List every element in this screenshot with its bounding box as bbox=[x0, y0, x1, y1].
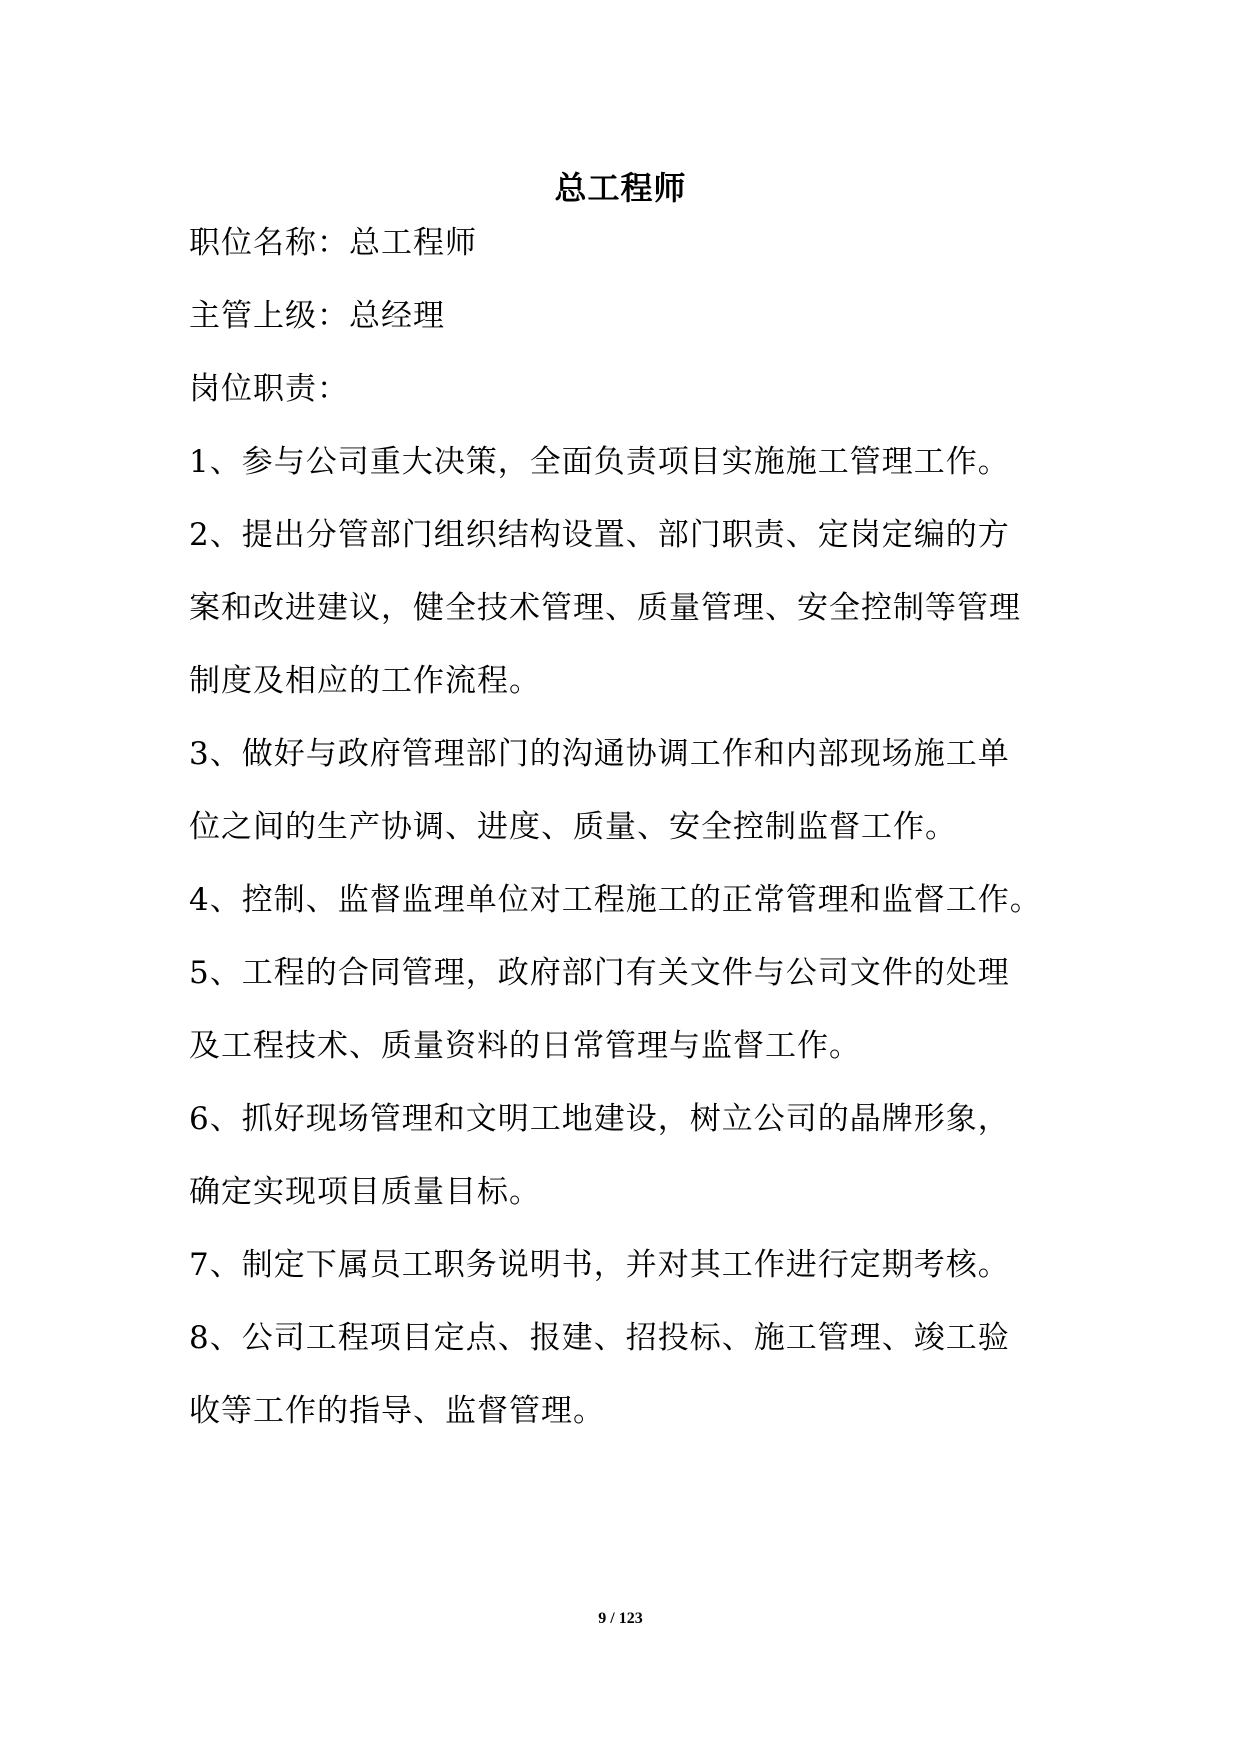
duty-line: 及工程技术、质量资料的日常管理与监督工作。 bbox=[189, 1028, 861, 1064]
duty-line: 5、工程的合同管理，政府部门有关文件与公司文件的处理 bbox=[189, 955, 1010, 991]
duty-line: 确定实现项目质量目标。 bbox=[189, 1174, 541, 1210]
position-name-line: 职位名称：总工程师 bbox=[189, 225, 477, 261]
duty-line: 1、参与公司重大决策，全面负责项目实施施工管理工作。 bbox=[189, 444, 1010, 480]
duty-line: 位之间的生产协调、进度、质量、安全控制监督工作。 bbox=[189, 809, 957, 845]
duty-line: 6、抓好现场管理和文明工地建设，树立公司的晶牌形象， bbox=[189, 1101, 1010, 1137]
duty-line: 制度及相应的工作流程。 bbox=[189, 663, 541, 699]
supervisor-line: 主管上级：总经理 bbox=[189, 298, 445, 334]
duty-line: 3、做好与政府管理部门的沟通协调工作和内部现场施工单 bbox=[189, 736, 1010, 772]
duties-heading: 岗位职责： bbox=[189, 371, 349, 407]
page-title: 总工程师 bbox=[554, 169, 687, 207]
duty-line: 4、控制、监督监理单位对工程施工的正常管理和监督工作。 bbox=[189, 882, 1042, 918]
duty-line: 7、制定下属员工职务说明书，并对其工作进行定期考核。 bbox=[189, 1247, 1010, 1283]
duty-line: 收等工作的指导、监督管理。 bbox=[189, 1393, 605, 1429]
duty-line: 案和改进建议，健全技术管理、质量管理、安全控制等管理 bbox=[189, 590, 1021, 626]
duty-line: 2、提出分管部门组织结构设置、部门职责、定岗定编的方 bbox=[189, 517, 1010, 553]
duty-line: 8、公司工程项目定点、报建、招投标、施工管理、竣工验 bbox=[189, 1320, 1010, 1356]
page-number: 9 / 123 bbox=[598, 1610, 643, 1627]
